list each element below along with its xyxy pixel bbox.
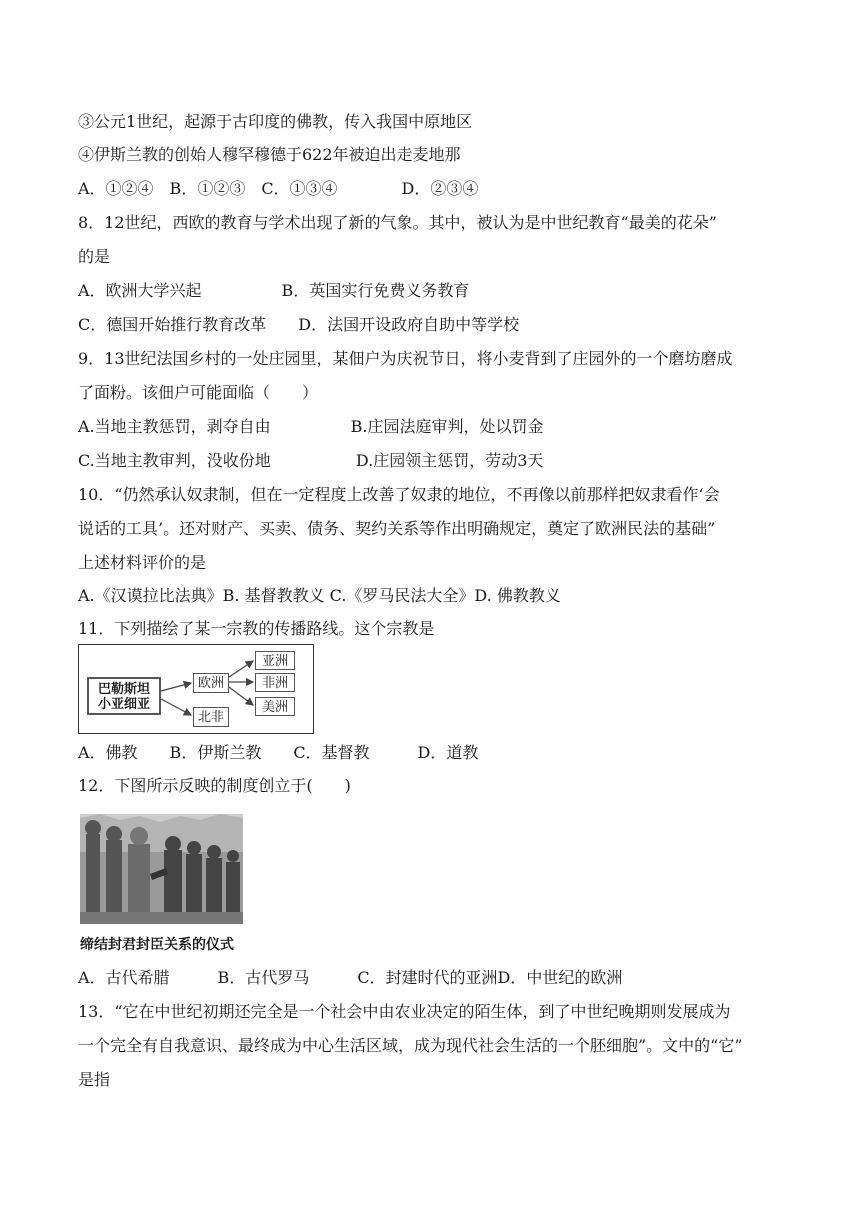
answer-options: C.当地主教审判，没收份地 D.庄园领主惩罚，劳动3天	[78, 451, 544, 470]
question-9: 9．13世纪法国乡村的一处庄园里，某佃户为庆祝节日，将小麦背到了庄园外的一个磨坊磨成	[78, 349, 733, 368]
answer-options: C．德国开始推行教育改革 D．法国开设政府自助中等学校	[78, 315, 520, 334]
answer-options: A.《汉谟拉比法典》B. 基督教教义 C.《罗马民法大全》D. 佛教教义	[78, 586, 561, 605]
origin-box	[87, 677, 161, 715]
answer-options: A.当地主教惩罚，剥夺自由 B.庄园法庭审判，处以罚金	[78, 417, 544, 436]
question-8: 8．12世纪，西欧的教育与学术出现了新的气象。其中，被认为是中世纪教育“最美的花朵”	[78, 213, 717, 232]
question-13: 13．“它在中世纪初期还完全是一个社会中由农业决定的陌生体，到了中世纪晚期则发展成为	[78, 1002, 731, 1021]
text-line: ④伊斯兰教的创始人穆罕穆德于622年被迫出走麦地那	[78, 145, 461, 164]
spread-route-diagram	[78, 644, 314, 734]
text-line: 一个完全有自我意识、最终成为中心生活区域，成为现代社会生活的一个胚细胞”。文中的“它”	[78, 1036, 743, 1055]
text-line: 的是	[78, 247, 111, 266]
text-line: 说话的工具’。还对财产、买卖、债务、契约关系等作出明确规定，奠定了欧洲民法的基础”	[78, 519, 716, 538]
america-box: 美洲	[255, 697, 295, 716]
north-africa-box: 北非	[193, 707, 229, 727]
text-line: ③公元1世纪，起源于古印度的佛教，传入我国中原地区	[78, 112, 473, 131]
text-line: 上述材料评价的是	[78, 553, 207, 572]
origin-label: 巴勒斯坦	[97, 682, 150, 697]
text-line: 是指	[78, 1070, 111, 1089]
europe-box: 欧洲	[193, 673, 229, 693]
image-caption: 缔结封君封臣关系的仪式	[80, 937, 234, 953]
question-12: 12．下图所示反映的制度创立于( )	[78, 776, 351, 795]
asia-box: 亚洲	[255, 651, 295, 670]
answer-options: A．欧洲大学兴起 B．英国实行免费义务教育	[78, 281, 470, 300]
africa-box: 非洲	[255, 673, 295, 692]
text-line: 了面粉。该佃户可能面临（ ）	[78, 383, 319, 402]
answer-options: A．①②④ B．①②③ C．①③④ D．②③④	[78, 179, 479, 198]
question-10: 10．“仍然承认奴隶制，但在一定程度上改善了奴隶的地位，不再像以前那样把奴隶看作‘会	[78, 485, 720, 504]
origin-label: 小亚细亚	[97, 697, 150, 712]
answer-options: A．古代希腊 B．古代罗马 C．封建时代的亚洲D．中世纪的欧洲	[78, 968, 623, 987]
vassalage-ceremony-image	[80, 814, 243, 924]
answer-options: A．佛教 B．伊斯兰教 C．基督教 D．道教	[78, 743, 479, 762]
question-11: 11．下列描绘了某一宗教的传播路线。这个宗教是	[78, 619, 435, 638]
